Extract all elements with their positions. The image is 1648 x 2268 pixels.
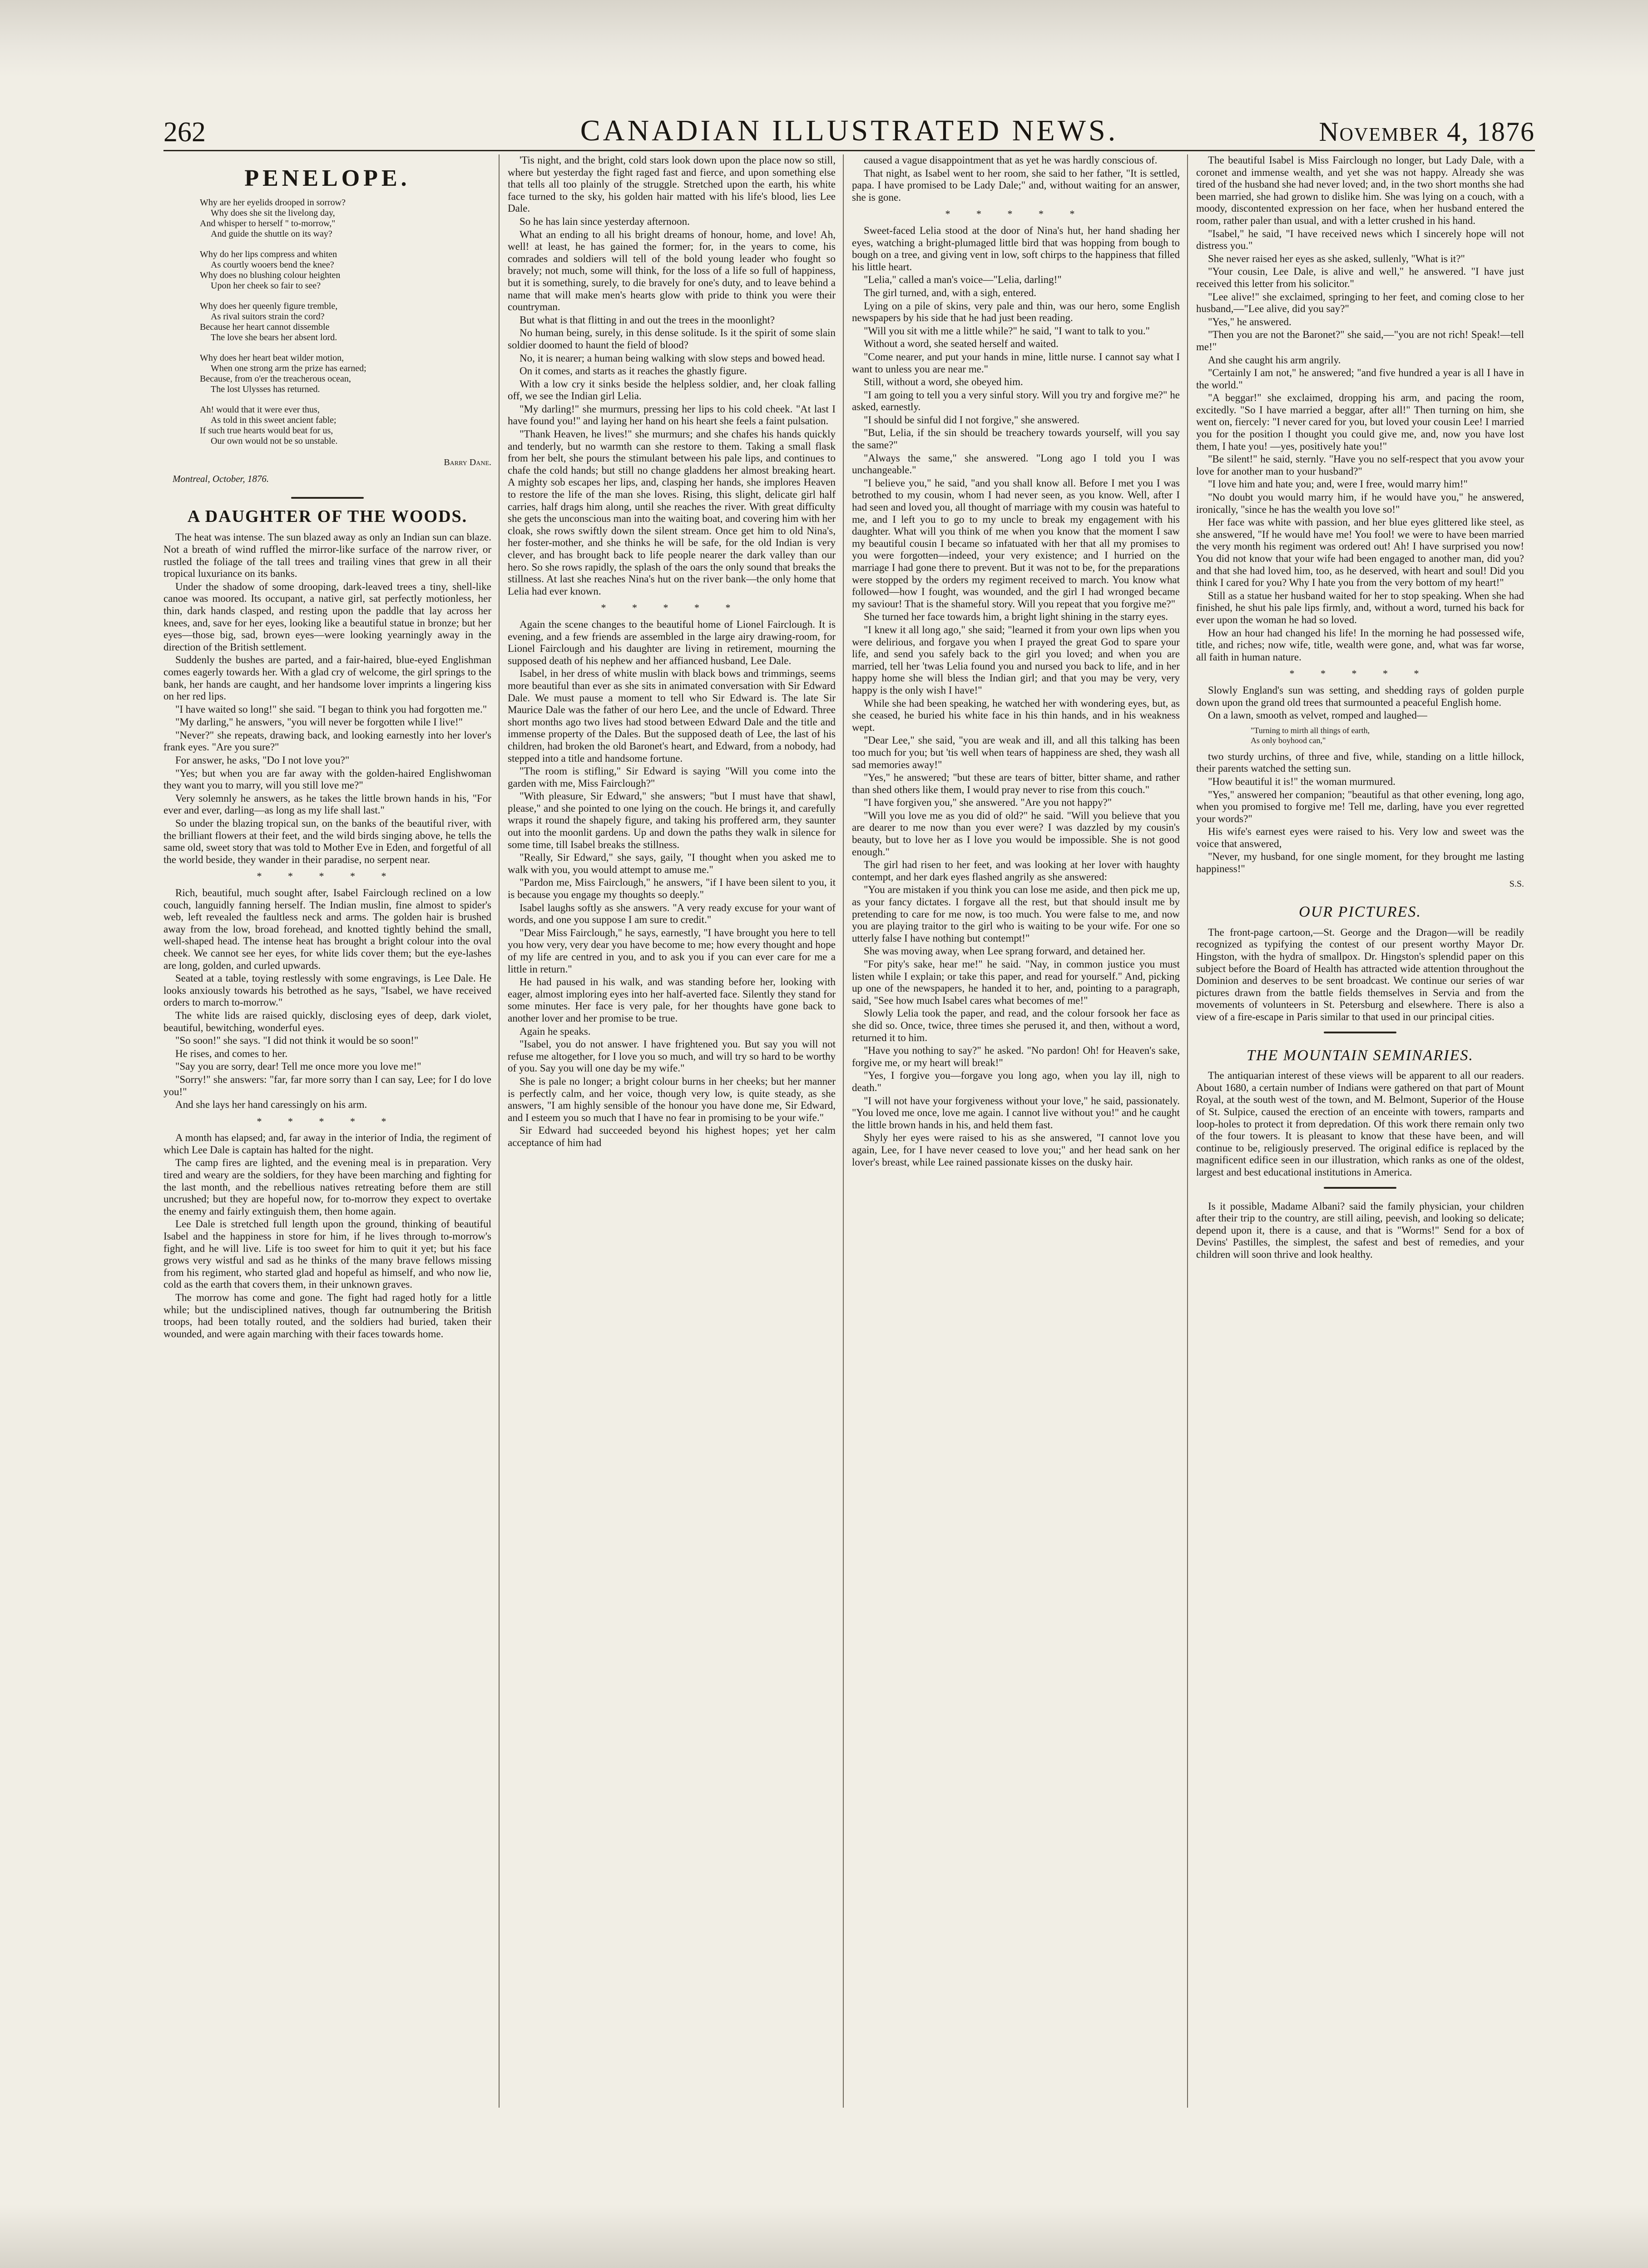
paragraph: "My darling," he answers, "you will never be forgotten while I live!" bbox=[175, 716, 463, 728]
paragraph: Isabel laughs softly as she answers. "A very ready excuse for your want of words, and one you suppose I am sure to credit." bbox=[508, 902, 836, 926]
poem-line: Why do her lips compress and whiten bbox=[200, 249, 337, 259]
poem-stanza bbox=[200, 353, 491, 395]
paragraph: "Yes; but when you are far away with the golden-haired Englishwoman they want you to marry, will you still love me?" bbox=[163, 767, 491, 791]
paragraph: "Will you sit with me a little while?" he said, "I want to talk to you." bbox=[864, 325, 1150, 337]
paragraph: "Say you are sorry, dear! Tell me once more you love me!" bbox=[175, 1061, 421, 1072]
paragraph: And she caught his arm angrily. bbox=[1208, 354, 1341, 366]
poem-line: Because, from o'er the treacherous ocean, bbox=[200, 373, 351, 384]
story-text bbox=[1196, 154, 1524, 875]
paragraph: Again he speaks. bbox=[520, 1025, 591, 1037]
page-number: 262 bbox=[163, 117, 206, 148]
story-initials: S.S. bbox=[1509, 878, 1524, 889]
poem-line: As courtly wooers bend the knee? bbox=[211, 259, 334, 270]
paragraph: "Certainly I am not," he answered; "and five hundred a year is all I have in the world." bbox=[1196, 367, 1524, 391]
paragraph: "I believe you," he said, "and you shall know all. Before I met you I was betrothed to my cousin, whom I had never seen, as you know. Well, after I had seen and loved you, all thought of marriage with my cousin was hateful to me, and I left you to go to my uncle to break my engagement with his daughter. What will you think of me when you know that the moment I saw my beautiful cousin I became so infatuated with her that all my promises to you were forgotten—indeed, your very existence; and I hurried on the marriage I had gone there to prevent. But it was not to be, for the preparations were stopped by the orders my regiment received to march. You know what followed—how I fought, was wounded, and the girl I had wronged became my saviour! That is the shameful story. Will you repeat that you forgive me?" bbox=[852, 477, 1180, 610]
paragraph: Sweet-faced Lelia stood at the door of Nina's hut, her hand shading her eyes, watching a bright-plumaged little bird that was hopping from bough to bough on a tree, and giving vent in low, soft chirps to the happiness that filled his little heart. bbox=[852, 224, 1180, 273]
paragraph: So under the blazing tropical sun, on the banks of the beautiful river, with the brilliant flowers at their feet, and the wild birds singing above, he tells the same old, sweet story that was told to Mother Eve in Eden, and forgetful of all the world beside, they wander in their paradise, no serpent near. bbox=[163, 818, 491, 865]
scene-break: * * * * * bbox=[601, 602, 742, 614]
page-header bbox=[163, 114, 1535, 151]
masthead: CANADIAN ILLUSTRATED NEWS. bbox=[580, 114, 1118, 147]
paragraph: "Sorry!" she answers: "far, far more sorry than I can say, Lee; for I do love you!" bbox=[163, 1073, 491, 1097]
column-rule bbox=[1187, 154, 1188, 2108]
poem-line: Why are her eyelids drooped in sorrow? bbox=[200, 197, 346, 208]
paragraph: "Lelia," called a man's voice—"Lelia, darling!" bbox=[864, 274, 1062, 286]
poem-stanza bbox=[200, 405, 491, 447]
paragraph: She was moving away, when Lee sprang forward, and detained her. bbox=[864, 945, 1145, 957]
paragraph: The front-page cartoon,—St. George and the Dragon—will be readily recognized as typifying the contest of our present worthy Mayor Dr. Hingston, with the hydra of smallpox. Dr. Hingston's splendid paper on this subject before the Board of Health has attracted wide attention throughout the Dominion and deserves to be sent broadcast. We continue our series of war pictures drawn from the battle fields themselves in Servia and from the movements of volunteers in St. Petersburg and elsewhere. There is also a view of a fire-escape in Paris similar to that used in our principal cities. bbox=[1196, 926, 1524, 1022]
paragraph: "Never, my husband, for one single moment, for they brought me lasting happiness!" bbox=[1196, 851, 1524, 875]
paragraph: "Never?" she repeats, drawing back, and looking earnestly into her lover's frank eyes. "Are you sure?" bbox=[163, 729, 491, 753]
paragraph: Slowly England's sun was setting, and shedding rays of golden purple down upon the grand old trees that surmounted a peaceful English home. bbox=[1196, 684, 1524, 708]
poem-stanza bbox=[200, 301, 491, 343]
story-text bbox=[852, 154, 1180, 1168]
mountain-seminaries-title: THE MOUNTAIN SEMINARIES. bbox=[1247, 1047, 1474, 1064]
paragraph: Sir Edward had succeeded beyond his highest hopes; yet her calm acceptance of him had bbox=[508, 1125, 836, 1148]
paragraph: But what is that flitting in and out the trees in the moonlight? bbox=[520, 314, 775, 326]
paragraph: "For pity's sake, hear me!" he said. "Nay, in common justice you must listen while I explain; or take this paper, and read for yourself." And, picking up one of the newspapers, he handed it to her, and, pointing to a paragraph, said, "See how much Isabel cares what becomes of me!" bbox=[852, 958, 1180, 1006]
story-title: A DAUGHTER OF THE WOODS. bbox=[187, 506, 468, 526]
paragraph: "Then you are not the Baronet?" she said,—"you are not rich! Speak!—tell me!" bbox=[1196, 329, 1524, 352]
paragraph: Still as a statue her husband waited for her to stop speaking. When she had finished, he shut his pale lips firmly, and, without a word, turned his back for ever upon the woman he had so loved. bbox=[1196, 590, 1524, 625]
paragraph: "My darling!" she murmurs, pressing her lips to his cold cheek. "At last I have found you!" and laying her hand on his heart she feels a faint pulsation. bbox=[508, 403, 836, 427]
paragraph: On it comes, and starts as it reaches the ghastly figure. bbox=[520, 365, 747, 377]
paragraph: "I have forgiven you," she answered. "Are you not happy?" bbox=[864, 797, 1112, 809]
column-rule bbox=[499, 154, 500, 2108]
paragraph: Is it possible, Madame Albani? said the family physician, your children after their trip to the country, are still ailing, peevish, and looking so delicate; depend upon it, there is a cause, and that is "Worms!" Send for a box of Devins' Pastilles, the simplest, the safest and best of remedies, and your children will soon thrive and look healthy. bbox=[1196, 1200, 1524, 1260]
paragraph: Without a word, she seated herself and waited. bbox=[864, 338, 1059, 350]
paragraph: That night, as Isabel went to her room, she said to her father, "It is settled, papa. I have promised to be Lady Dale;" and, without waiting for an answer, she is gone. bbox=[852, 167, 1180, 203]
paragraph: "Will you love me as you did of old?" he said. "Will you believe that you are dearer to me now than you ever were? I was dazzled by my cousin's beauty, but to love her as I love you would be impossible. She is not good enough." bbox=[852, 809, 1180, 858]
paragraph: "I love him and hate you; and, were I free, would marry him!" bbox=[1208, 478, 1468, 490]
paragraph: "Isabel," he said, "I have received news which I sincerely hope will not distress you." bbox=[1196, 228, 1524, 252]
paragraph: "Really, Sir Edward," she says, gaily, "I thought when you asked me to walk with you, you would attempt to amuse me." bbox=[508, 852, 836, 875]
paragraph: Lying on a pile of skins, very pale and thin, was our hero, some English newspapers by his side that he had just been reading. bbox=[852, 300, 1180, 324]
paragraph: The heat was intense. The sun blazed away as only an Indian sun can blaze. Not a breath of wind ruffled the mirror-like surface of the narrow river, or rustled the foliage of the tall trees and trailing vines that grew in all their tropical luxuriance on its banks. bbox=[163, 531, 491, 580]
poem-line: If such true hearts would beat for us, bbox=[200, 425, 333, 436]
paragraph: "Yes," he answered; "but these are tears of bitter, bitter shame, and rather than shed others like them, I would pray never to rise from this couch." bbox=[852, 772, 1180, 795]
paragraph: The morrow has come and gone. The fight had raged hotly for a little while; but the undisciplined natives, though far outnumbering the British troops, had been totally routed, and the soldiers had buried, taken their wounded, and were again marching with their faces towards home. bbox=[163, 1292, 491, 1340]
paragraph: The camp fires are lighted, and the evening meal is in preparation. Very tired and weary are the soldiers, for they have been marching and fighting for the last month, and the rebellious natives retreating before them are still uncrushed; but they are hopeful now, for to-morrow they expect to overtake the enemy and fairly extinguish them, then home again. bbox=[163, 1157, 491, 1217]
paragraph: Her face was white with passion, and her blue eyes glittered like steel, as she answered, "If he would have me! You fool! we were to have been married the very month his regiment was ordered out! Ah! I have surprised you now! You did not know that your wife had been engaged to another man, did you? and that she had loved him, too, as he deserved, with heart and soul! Did you think I cared for you? Why I hate you from the very bottom of my heart!" bbox=[1196, 516, 1524, 589]
poem-line: Because her heart cannot dissemble bbox=[200, 322, 330, 332]
section-divider bbox=[1324, 1187, 1396, 1189]
section-divider bbox=[1324, 1032, 1396, 1033]
paragraph: "But, Lelia, if the sin should be treachery towards yourself, will you say the same?" bbox=[852, 427, 1180, 451]
poem-line: Why does she sit the livelong day, bbox=[211, 208, 335, 218]
paragraph: What an ending to all his bright dreams of honour, home, and love! Ah, well! at least, he has gained the former; for, in the years to come, his comrades and soldiers will tell of the bold young leader who fought so bravely; not much, some will think, for the loss of a life so full of happiness, but it is something, surely, to die bravely for one's duty, and to leave behind a name that will make men's hearts glow with pride to think you were their countryman. bbox=[508, 228, 836, 313]
paragraph: "With pleasure, Sir Edward," she answers; "but I must have that shawl, please," and she pointed to one lying on the couch. He brings it, and carefully wraps it round the shapely figure, and taking his proffered arm, they saunter out into the moonlit gardens. Up and down the paths they walk in silence for some time, till Isabel breaks the stillness. bbox=[508, 790, 836, 850]
paragraph: 'Tis night, and the bright, cold stars look down upon the place now so still, where but yesterday the fight raged fast and fierce, and upon something else that tells all too plainly of the struggle. Stretched upon the earth, his white face turned to the sky, his golden hair matted with his life's blood, lies Lee Dale. bbox=[508, 154, 836, 214]
issue-date: November 4, 1876 bbox=[1319, 117, 1535, 147]
paragraph: "You are mistaken if you think you can lose me aside, and then pick me up, as your fancy dictates. I forgave all the rest, but that should insult me by pretending to care for me now, is too much. You were false to me, and now you are playing traitor to the girl who is waiting to be your wife. For one so utterly false I have nothing but contempt!" bbox=[852, 884, 1180, 944]
quote-line: "Turning to mirth all things of earth, bbox=[1251, 725, 1370, 735]
section-divider bbox=[291, 497, 364, 499]
scan-edge-bottom bbox=[0, 2204, 1648, 2268]
paragraph: "Isabel, you do not answer. I have frightened you. But say you will not refuse me altogether, for I love you so much, and will try so hard to be worthy of you. Say you will one day be my wife." bbox=[508, 1038, 836, 1074]
paragraph: two sturdy urchins, of three and five, while, standing on a little hillock, their parents watched the setting sun. bbox=[1196, 750, 1524, 774]
scene-break: * * * * * bbox=[1289, 668, 1431, 680]
paragraph: Seated at a table, toying restlessly with some engravings, is Lee Dale. He looks anxiously towards his betrothed as he says, "Isabel, we have received orders to march to-morrow." bbox=[163, 973, 491, 1008]
paragraph: Shyly her eyes were raised to his as she answered, "I cannot love you again, Lee, for I have never ceased to love you;" and her head sank on her lover's breast, while Lee rained passionate kisses on the dusky hair. bbox=[852, 1132, 1180, 1168]
poem-line: And guide the shuttle on its way? bbox=[211, 228, 332, 239]
poem-stanza bbox=[200, 198, 491, 239]
paragraph: Again the scene changes to the beautiful home of Lionel Fairclough. It is evening, and a few friends are assembled in the large airy drawing-room, for Lionel Fairclough and his daughter are living in retirement, mourning the supposed death of his nephew and her affianced husband, Lee Dale. bbox=[508, 618, 836, 666]
paragraph: She never raised her eyes as she asked, sullenly, "What is it?" bbox=[1208, 253, 1465, 264]
scan-edge-top bbox=[0, 0, 1648, 77]
paragraph: And she lays her hand caressingly on his arm. bbox=[175, 1099, 367, 1111]
poem-stanza bbox=[200, 249, 491, 291]
paragraph: For answer, he asks, "Do I not love you?" bbox=[175, 754, 350, 766]
paragraph: "I will not have your forgiveness without your love," he said, passionately. "You loved me once, love me again. I cannot live without you!" and he caught the little brown hands in his, and held them fast. bbox=[852, 1095, 1180, 1131]
paragraph: "Yes," answered her companion; "beautiful as that other evening, long ago, when you promised to forgive me! Tell me, darling, have you ever regretted your words?" bbox=[1196, 789, 1524, 824]
paragraph: "I am going to tell you a very sinful story. Will you try and forgive me?" he asked, earnestly. bbox=[852, 389, 1180, 413]
column-1 bbox=[163, 154, 491, 2108]
paragraph: How an hour had changed his life! In the morning he had possessed wife, title, and riches; now wife, title, wealth were gone, and, what was far worse, all faith in human nature. bbox=[1196, 627, 1524, 663]
paragraph: "The room is stifling," Sir Edward is saying "Will you come into the garden with me, Miss Fairclough?" bbox=[508, 765, 836, 789]
paragraph: "Thank Heaven, he lives!" she murmurs; and she chafes his hands quickly and tenderly, but no warmth can she restore to them. Taking a small flask from her belt, she pours the stimulant between his pale lips, and continues to chafe the cold hands; but still no change gladdens her almost breaking heart. A mighty sob escapes her lips, and, clasping her hands, she implores Heaven to restore the life of the man she loves. Rising, this slight, delicate girl half carries, half drags him along, until she reaches the river. With great difficulty she gets the unconscious man into the waiting boat, and covering him with her cloak, she rows swiftly down the silent stream. Once get him to old Nina's, her foster-mother, and she thinks he will be safe, for the old Indian is very clever, and has brought back to life people nearer the dark valley than our hero. So she rows rapidly, the splash of the oars the only sound that breaks the stillness. At last she reaches Nina's hut on the river bank—the only home that Lelia had ever known. bbox=[508, 428, 836, 597]
poem-author: Barry Dane. bbox=[444, 457, 491, 467]
paragraph: Still, without a word, she obeyed him. bbox=[864, 376, 1023, 388]
poem-line: Why does her queenly figure tremble, bbox=[200, 301, 338, 311]
poem-line: As told in this sweet ancient fable; bbox=[211, 415, 337, 425]
poem-line: As rival suitors strain the cord? bbox=[211, 311, 325, 322]
our-pictures-title: OUR PICTURES. bbox=[1299, 903, 1421, 921]
paragraph: No human being, surely, in this dense solitude. Is it the spirit of some slain soldier doomed to haunt the field of blood? bbox=[508, 327, 836, 351]
poem-title: PENELOPE. bbox=[244, 165, 411, 191]
verse-quote bbox=[1251, 725, 1524, 745]
paragraph: "Be silent!" he said, sternly. "Have you no self-respect that you avow your love for another man to your husband?" bbox=[1196, 453, 1524, 477]
poem-line: Why does her heart beat wilder motion, bbox=[200, 352, 344, 363]
paragraph: He had paused in his walk, and was standing before her, looking with eager, almost imploring eyes into her half-averted face. Silently they stand for some minutes. Her face is very pale, for her thoughts have gone back to another lover and her promise to be true. bbox=[508, 976, 836, 1024]
paragraph: "How beautiful it is!" the woman murmured. bbox=[1208, 775, 1396, 787]
paragraph: "Always the same," she answered. "Long ago I told you I was unchangeable." bbox=[852, 452, 1180, 476]
paragraph: The white lids are raised quickly, disclosing eyes of deep, dark violet, beautiful, bewitching, wonderful eyes. bbox=[163, 1009, 491, 1033]
column-rule bbox=[843, 154, 844, 2108]
paragraph: He rises, and comes to her. bbox=[175, 1047, 288, 1059]
paragraph: His wife's earnest eyes were raised to his. Very low and sweet was the voice that answered, bbox=[1196, 826, 1524, 849]
column-2 bbox=[508, 154, 836, 2108]
paragraph: The girl had risen to her feet, and was looking at her lover with haughty contempt, and her dark eyes flashed angrily as she answered: bbox=[852, 859, 1180, 883]
paragraph: Under the shadow of some drooping, dark-leaved trees a tiny, shell-like canoe was moored. Its occupant, a native girl, sat perfectly motionless, her thin, dark hands clasped, and resting upon the paddle that lay across her knees, and, save for her eyes, looking like a beautiful statue in bronze; but her eyes—those big, sad, brown eyes—were looking yearningly away in the direction of the British settlement. bbox=[163, 581, 491, 653]
advertisement-text bbox=[1196, 1201, 1524, 1261]
poem-line: And whisper to herself " to-morrow," bbox=[200, 218, 336, 228]
paragraph: Rich, beautiful, much sought after, Isabel Fairclough reclined on a low couch, languidly fanning herself. The Indian muslin, fine almost to spider's web, left revealed the faultless neck and arms. The golden hair is brushed away from the low, broad forehead, and knotted tightly behind the small, well-shaped head. The intense heat has brought a bright colour into the oval cheek. We cannot see her eyes, for white lids cover them; but the eye-lashes are long, golden, and curled upwards. bbox=[163, 887, 491, 971]
paragraph: "I have waited so long!" she said. "I began to think you had forgotten me." bbox=[175, 703, 487, 715]
poem-line: Upon her cheek so fair to see? bbox=[211, 280, 321, 291]
paragraph: "Yes, I forgive you—forgave you long ago, when you lay ill, nigh to death." bbox=[852, 1070, 1180, 1093]
paragraph: "So soon!" she says. "I did not think it would be so soon!" bbox=[175, 1035, 419, 1047]
poem-line: Our own would not be so unstable. bbox=[211, 436, 338, 446]
poem-body bbox=[163, 198, 491, 447]
paragraph: With a low cry it sinks beside the helpless soldier, and, her cloak falling off, we see the Indian girl Lelia. bbox=[508, 378, 836, 402]
paragraph: So he has lain since yesterday afternoon. bbox=[520, 215, 690, 227]
story-text bbox=[508, 154, 836, 1149]
paragraph: "Yes," he answered. bbox=[1208, 316, 1292, 328]
paragraph: The beautiful Isabel is Miss Fairclough no longer, but Lady Dale, with a coronet and immense wealth, and yet she was not happy. Already she was tired of the husband she had never loved; and, in the two short months she had been married, she had grown to dislike him. She was lying on a couch, with a moody, discontented expression on her face, when her husband entered the room, rather paler than usual, and with a letter crushed in his hand. bbox=[1196, 154, 1524, 226]
column-4 bbox=[1196, 154, 1524, 2108]
poem-line: The love she bears her absent lord. bbox=[211, 332, 337, 342]
paragraph: "Your cousin, Lee Dale, is alive and well," he answered. "I have just received this letter from his solicitor." bbox=[1196, 266, 1524, 289]
paragraph: caused a vague disappointment that as yet he was hardly conscious of. bbox=[864, 154, 1158, 166]
paragraph: Very solemnly he answers, as he takes the little brown hands in his, "For ever and ever, darling—as long as my life shall last." bbox=[163, 792, 491, 816]
paragraph: While she had been speaking, he watched her with wondering eyes, but, as she ceased, he buried his white face in his thin hands, and in his weakness wept. bbox=[852, 697, 1180, 733]
poem-line: Why does no blushing colour heighten bbox=[200, 270, 341, 280]
paragraph: Slowly Lelia took the paper, and read, and the colour forsook her face as she did so. Once, twice, three times she perused it, and then, without a word, returned it to him. bbox=[852, 1007, 1180, 1043]
paragraph: She turned her face towards him, a bright light shining in the starry eyes. bbox=[864, 611, 1168, 623]
paragraph: She is pale no longer; a bright colour burns in her cheeks; but her manner is perfectly calm, and her voice, though very low, is quite steady, as she answers, "I am highly sensible of the honour you have done me, Sir Edward, and I esteem you so much that I have no fear in promising to be your wife." bbox=[508, 1075, 836, 1123]
quote-line: As only boyhood can," bbox=[1251, 735, 1326, 745]
poem-line: When one strong arm the prize has earned; bbox=[211, 363, 366, 373]
paragraph: "No doubt you would marry him, if he would have you," he answered, ironically, "since he has the wealth you love so!" bbox=[1196, 491, 1524, 515]
paragraph: "I knew it all long ago," she said; "learned it from your own lips when you were delirious, and forgave you when I prayed the great God to spare your life, and send you safely back to the girl you loved; and when you are married, tell her 'twas Lelia found you and nursed you back to life, and in her happy home she will bless the Indian girl; and that you may be very, very happy is the only wish I have!" bbox=[852, 624, 1180, 696]
paragraph: The girl turned, and, with a sigh, entered. bbox=[864, 287, 1037, 298]
poem-dateline: Montreal, October, 1876. bbox=[173, 473, 269, 485]
paragraph: On a lawn, smooth as velvet, romped and laughed— bbox=[1208, 710, 1427, 721]
paragraph: "Have you nothing to say?" he asked. "No pardon! Oh! for Heaven's sake, forgive me, or my heart will break!" bbox=[852, 1045, 1180, 1068]
paragraph: Isabel, in her dress of white muslin with black bows and trimmings, seems more beautiful than ever as she sits in animated conversation with Sir Edward Dale. We must pause a moment to tell who Sir Edward is. The late Sir Maurice Dale was the father of our hero Lee, and the uncle of Edward. Three short months ago two lives had stood between Edward Dale and the title and immense property of the Dales. But the supposed death of Lee, the last of his children, had broken the old Baronet's heart, and Edward, from a nobody, had stepped into a title and handsome fortune. bbox=[508, 668, 836, 764]
paragraph: "Pardon me, Miss Fairclough," he answers, "if I have been silent to you, it is because you engage my thoughts so deeply." bbox=[508, 877, 836, 901]
column-3 bbox=[852, 154, 1180, 2108]
our-pictures-text bbox=[1196, 927, 1524, 1023]
paragraph: Lee Dale is stretched full length upon the ground, thinking of beautiful Isabel and the happiness in store for him, if he lives through to-morrow's fight, and he will live. Life is too sweet for him to quit it yet; but his face grows very wistful and sad as he thinks of the many brave fellows missing from his regiment, who started glad and hopeful as himself, and who now lie, cold as the earth that covers them, in their unknown graves. bbox=[163, 1218, 491, 1290]
paragraph: Suddenly the bushes are parted, and a fair-haired, blue-eyed Englishman comes eagerly towards her. With a glad cry of welcome, the girl springs to the bank, her hands are caught, and her handsome lover imprints a lingering kiss on her red lips. bbox=[163, 654, 491, 702]
story-text bbox=[163, 531, 491, 1340]
paragraph: No, it is nearer; a human being walking with slow steps and bowed head. bbox=[520, 352, 825, 364]
scene-break: * * * * * bbox=[257, 870, 398, 882]
paragraph: "I should be sinful did I not forgive," she answered. bbox=[864, 414, 1080, 426]
paragraph: "Come nearer, and put your hands in mine, little nurse. I cannot say what I want to unless you are near me." bbox=[852, 351, 1180, 375]
scene-break: * * * * * bbox=[945, 208, 1087, 220]
paragraph: "Lee alive!" she exclaimed, springing to her feet, and coming close to her husband,—"Lee alive, did you say?" bbox=[1196, 291, 1524, 315]
poem-line: The lost Ulysses has returned. bbox=[211, 384, 320, 394]
paragraph: A month has elapsed; and, far away in the interior of India, the regiment of which Lee Dale is captain has halted for the night. bbox=[163, 1132, 491, 1156]
mountain-seminaries-text bbox=[1196, 1070, 1524, 1178]
scene-break: * * * * * bbox=[257, 1115, 398, 1127]
paragraph: "Dear Lee," she said, "you are weak and ill, and all this talking has been too much for you; but 'tis well when tears of happiness are shed, they wash all sad memories away!" bbox=[852, 734, 1180, 770]
poem-line: Ah! would that it were ever thus, bbox=[200, 404, 320, 415]
paragraph: "Dear Miss Fairclough," he says, earnestly, "I have brought you here to tell you how very, very dear you have become to me; how every thought and hope of my life are centred in you, and to ask you if you can ever care for me a little in return." bbox=[508, 927, 836, 975]
paragraph: "A beggar!" she exclaimed, dropping his arm, and pacing the room, excitedly. "So I have married a beggar, after all!" Then turning on him, she went on, fiercely: "I never cared for you, but loved your cousin Lee! I married you for the position I thought you could give me, and, now you have lost them, I hate you! —yes, positively hate you!" bbox=[1196, 392, 1524, 452]
paragraph: The antiquarian interest of these views will be apparent to all our readers. About 1680, a certain number of Indians were gathered on that part of Mount Royal, at the south west of the town, and M. Belmont, Superior of the House of St. Sulpice, caused the erection of an enceinte with towers, ramparts and loop-holes to protect it from depredation. Of this work there remain only two of the four towers. It is pleasant to know that these have been, and will continue to be, religiously preserved. The original edifice is replaced by the magnificent edifice seen in our illustration, which ranks as one of the oldest, largest and best educational institutions in America. bbox=[1196, 1070, 1524, 1178]
